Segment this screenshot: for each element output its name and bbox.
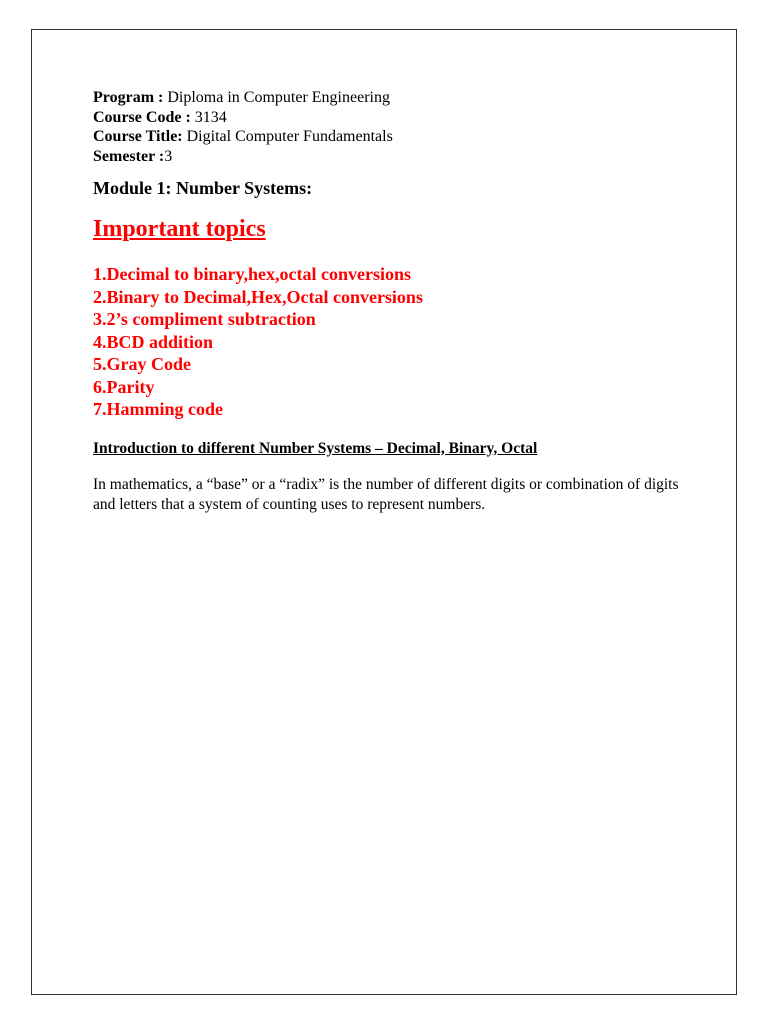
topic-item: 5.Gray Code [93,354,191,374]
course-title-value: Digital Computer Fundamentals [186,128,393,145]
semester-value: 3 [164,147,173,165]
intro-heading: Introduction to different Number Systems – Decimal, Binary, Octal [93,439,538,457]
topics-list [93,263,693,421]
intro-paragraph: In mathematics, a “base” or a “radix” is the number of different digits or combination of digits and letters that a system of counting uses to represent numbers. [93,475,679,513]
topic-item: 4.BCD addition [93,331,214,352]
course-code-value: 3134 [194,108,227,126]
semester-line [93,147,693,167]
topic-item: 3.2’s compliment subtraction [93,309,316,329]
program-label: Program : [93,89,168,106]
topic-item: 1.Decimal to binary,hex,octal conversions [93,264,411,284]
semester-label: Semester : [93,147,165,165]
course-title-line [93,127,693,147]
course-title-label: Course Title: [93,128,187,145]
topic-item: 7.Hamming code [93,399,223,419]
topic-item: 6.Parity [93,376,155,397]
module-heading: Module 1: Number Systems: [93,178,313,198]
course-code-line [93,108,693,128]
document-content [93,88,693,515]
program-line [93,88,693,108]
topic-item: 2.Binary to Decimal,Hex,Octal conversions [93,286,423,307]
course-code-label: Course Code : [93,108,195,126]
important-topics-heading: Important topics [93,216,266,242]
program-value: Diploma in Computer Engineering [167,89,390,106]
